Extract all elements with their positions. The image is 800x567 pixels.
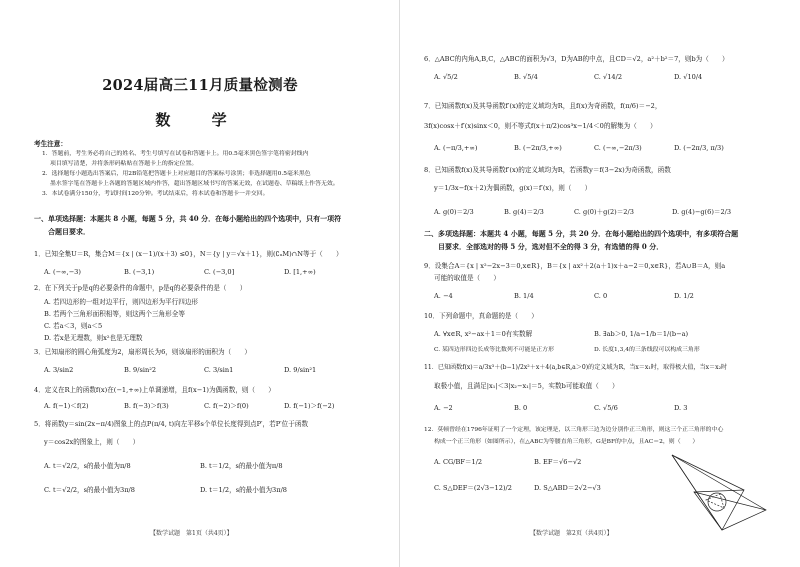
q3-option-c: C. 3/sin1 xyxy=(204,366,234,374)
q4-option-d: D. f(−1)＞f(−2) xyxy=(284,402,335,410)
q8-option-d: D. g(4)−g(6)＝2/3 xyxy=(672,208,732,216)
subject-title: 数 学 xyxy=(155,111,245,129)
question-1: 1．已知全集U＝R，集合M＝{x | (x－1)/(x＋3) ≤0}，N＝{y | y＝√x＋1}，则(∁ᵤM)∩N等于（ ） xyxy=(34,250,343,258)
question-10: 10．下列命题中，真命题的是（ ） xyxy=(424,312,538,320)
q4-option-a: A. f(−1)＜f(2) xyxy=(44,402,89,410)
page-footer: 【数学试题 第2页（共4页）】 xyxy=(530,530,613,537)
q10-option-a: A. ∀x∈R, x²−ax＋1＝0有实数解 xyxy=(434,330,533,338)
question-6: 6．△ABC的内角A,B,C，△ABC的面积为√3，D为AB的中点，且CD＝√2，a²＋b²＝7，则b为（ ） xyxy=(424,55,729,63)
q12-option-a: A. CG/BF＝1/2 xyxy=(434,458,483,466)
q5-option-c: C. t＝√2/2，s的最小值为3π/8 xyxy=(44,486,135,494)
q12-option-d: D. S△ABD＝2√2−√3 xyxy=(534,484,601,492)
question-8: 8．已知函数f(x)及其导函数f′(x)的定义域均为R，若函数y＝f(3−2x)为奇函数，函数 xyxy=(424,166,671,174)
question-5: 5．将函数y＝sin(2x−π/4)图象上的点P(π/4, t)向左平移s个单位长度得到点P′，若P′位于函数 xyxy=(34,420,309,428)
notice-line: 3．本试卷满分150分，考试时间120分钟。考试结束后，将本试卷和答题卡一并交回。 xyxy=(42,191,269,197)
right-page xyxy=(400,0,800,567)
question-9: 9．设集合A＝{x | x²−2x−3＝0,x∈R}，B＝{x | ax²＋2(a＋1)x＋a−2＝0,x∈R}，若A∪B＝A，则a xyxy=(424,262,726,270)
q6-option-c: C. √14/2 xyxy=(594,73,623,81)
notice-line: 1．答题前，考生务必将自己的姓名、考生号填写在试卷和答题卡上。用0.5毫米黑色签字笔将密封线内 xyxy=(42,151,309,157)
geometry-figure xyxy=(662,450,772,540)
notice-line: 2．选择题每小题选出答案后，用2B铅笔把答题卡上对应题目的答案标号涂黑；非选择题用0.5毫米黑色 xyxy=(42,171,311,177)
question-8-cont: y＝1/3x−f(x＋2)为偶函数，g(x)＝f′(x)，则（ ） xyxy=(434,184,592,192)
q3-option-a: A. 3/sin2 xyxy=(44,366,74,374)
q7-option-c: C. (−∞,−2π/3) xyxy=(594,144,642,152)
q3-option-d: D. 9/sin²1 xyxy=(284,366,317,374)
q11-option-b: B. 0 xyxy=(514,404,528,412)
q6-option-a: A. √5/2 xyxy=(434,73,458,81)
q7-option-d: D. (−2π/3, π/3) xyxy=(674,144,724,152)
q8-option-b: B. g(4)＝2/3 xyxy=(504,208,544,216)
notice-line: 墨水签字笔在答题卡上各题的答题区域内作答，超出答题区域书写的答案无效，在试题卷、草稿纸上作答无效。 xyxy=(50,181,339,187)
construction-line xyxy=(694,492,766,510)
q6-option-b: B. √5/4 xyxy=(514,73,538,81)
q10-option-c: C. 某四边形四边长成等比数列不可能是正方形 xyxy=(434,347,554,353)
q9-option-b: B. 1/4 xyxy=(514,292,534,300)
question-12: 12．莫顿曾经在1796年证明了一个定理，该定理是，以三角形三边为边分别作正三角形，则这三个正三角形的中心 xyxy=(424,427,724,433)
q7-option-b: B. (−2π/3,+∞) xyxy=(514,144,562,152)
notice-title: 考生注意： xyxy=(34,140,67,148)
q1-option-c: C. (−3,0] xyxy=(204,268,235,276)
page-footer: 【数学试题 第1页（共4页）】 xyxy=(150,530,233,537)
question-7-cont: 3f(x)cosx＋f′(x)sinx＜0，则不等式f(x＋π/2)cos³x−1/4＜0的解集为（ ） xyxy=(424,122,657,130)
question-7: 7．已知函数f(x)及其导函数f′(x)的定义域均为R，且f(x)为奇函数，f(π/6)＝−2， xyxy=(424,102,662,110)
q12-option-c: C. S△DEF＝(2√3−12)/2 xyxy=(434,484,512,492)
q2-option-b: B. 若两个三角形面积相等，则这两个三角形全等 xyxy=(44,310,185,318)
question-5-cont: y＝cos2x的图象上，则（ ） xyxy=(44,438,140,446)
q10-option-b: B. ∃ab＞0, 1/a−1/b＝1/(b−a) xyxy=(594,330,689,338)
q2-option-a: A. 若四边形的一组对边平行，则四边形为平行四边形 xyxy=(44,298,199,306)
q7-option-a: A. (−π/3,+∞) xyxy=(434,144,478,152)
notice-line: 项目填写清楚，并将条形码粘贴在答题卡上的指定位置。 xyxy=(50,161,198,167)
center-circle xyxy=(708,493,726,511)
exam-title: 2024届高三11月质量检测卷 xyxy=(102,77,298,94)
q11-option-d: D. 3 xyxy=(674,404,688,412)
outer-triangle-line xyxy=(672,455,766,530)
section-heading: 目要求．全部选对的得 5 分，选对但不全的得 3 分，有选错的得 0 分． xyxy=(438,242,664,251)
section-heading: 二、多项选择题：本题共 4 小题，每题 5 分，共 20 分．在每小题给出的四个选项中，有多项符合题 xyxy=(424,229,739,238)
q5-option-d: D. t＝1/2，s的最小值为3π/8 xyxy=(200,486,287,494)
section-heading: 一、单项选择题：本题共 8 小题，每题 5 分，共 40 分．在每小题给出的四个选项中，只有一项符 xyxy=(34,214,342,223)
q11-option-a: A. −2 xyxy=(434,404,453,412)
q12-option-b: B. EF＝√6−√2 xyxy=(534,458,582,466)
q2-option-c: C. 若a＜3，则a＜5 xyxy=(44,322,103,330)
q1-option-d: D. [1,+∞) xyxy=(284,268,316,276)
q8-option-a: A. g(0)＝2/3 xyxy=(434,208,474,216)
q4-option-b: B. f(−3)＞f(3) xyxy=(124,402,169,410)
question-4: 4．定义在R上的函数f(x)在(−1,+∞)上单调递增，且f(x−1)为偶函数，则（ ） xyxy=(34,386,275,394)
q9-option-a: A. −4 xyxy=(434,292,453,300)
q5-option-a: A. t＝√2/2，s的最小值为π/8 xyxy=(44,462,131,470)
q4-option-c: C. f(−2)＞f(0) xyxy=(204,402,249,410)
q3-option-b: B. 9/sin²2 xyxy=(124,366,157,374)
q1-option-a: A. (−∞,−3) xyxy=(44,268,81,276)
q9-option-d: D. 1/2 xyxy=(674,292,694,300)
construction-line xyxy=(672,455,744,490)
question-12-cont: 构成一个正三角形（如图所示），在△ABC为等腰直角三角形，G是BF的中点，且AC＝2，则（ ） xyxy=(434,439,699,445)
question-11-cont: 取极小值，且满足|x₁|＜3|x₂−x₁|＝5，实数b可能取值（ ） xyxy=(434,382,619,390)
q8-option-c: C. g(0)＋g(2)＝2/3 xyxy=(574,208,634,216)
question-11: 11．已知函数f(x)＝a/3x³＋(b−1)/2x²＋x＋4(a,b∈R,a＞0)的定义域为R，当x＝x₁时，取得极大值，当x＝x₂时 xyxy=(424,364,728,371)
q2-option-d: D. 若x是无理数，则x²也是无理数 xyxy=(44,334,143,342)
q5-option-b: B. t＝1/2，s的最小值为π/8 xyxy=(200,462,283,470)
inner-triangle-line xyxy=(694,490,744,530)
q6-option-d: D. √10/4 xyxy=(674,73,703,81)
q11-option-c: C. √5/6 xyxy=(594,404,618,412)
question-2: 2．在下列关于p是q的必要条件的命题中，p是q的必要条件的是（ ） xyxy=(34,284,247,292)
question-3: 3．已知扇形的圆心角弧度为2，扇形周长为6，则该扇形的面积为（ ） xyxy=(34,348,251,356)
q1-option-b: B. (−3,1) xyxy=(124,268,155,276)
question-9-cont: 可能的取值是（ ） xyxy=(434,274,500,282)
section-heading: 合题目要求． xyxy=(48,227,90,236)
q9-option-c: C. 0 xyxy=(594,292,608,300)
q10-option-d: D. 长度1,3,4的三条线段可以构成三角形 xyxy=(594,347,700,353)
